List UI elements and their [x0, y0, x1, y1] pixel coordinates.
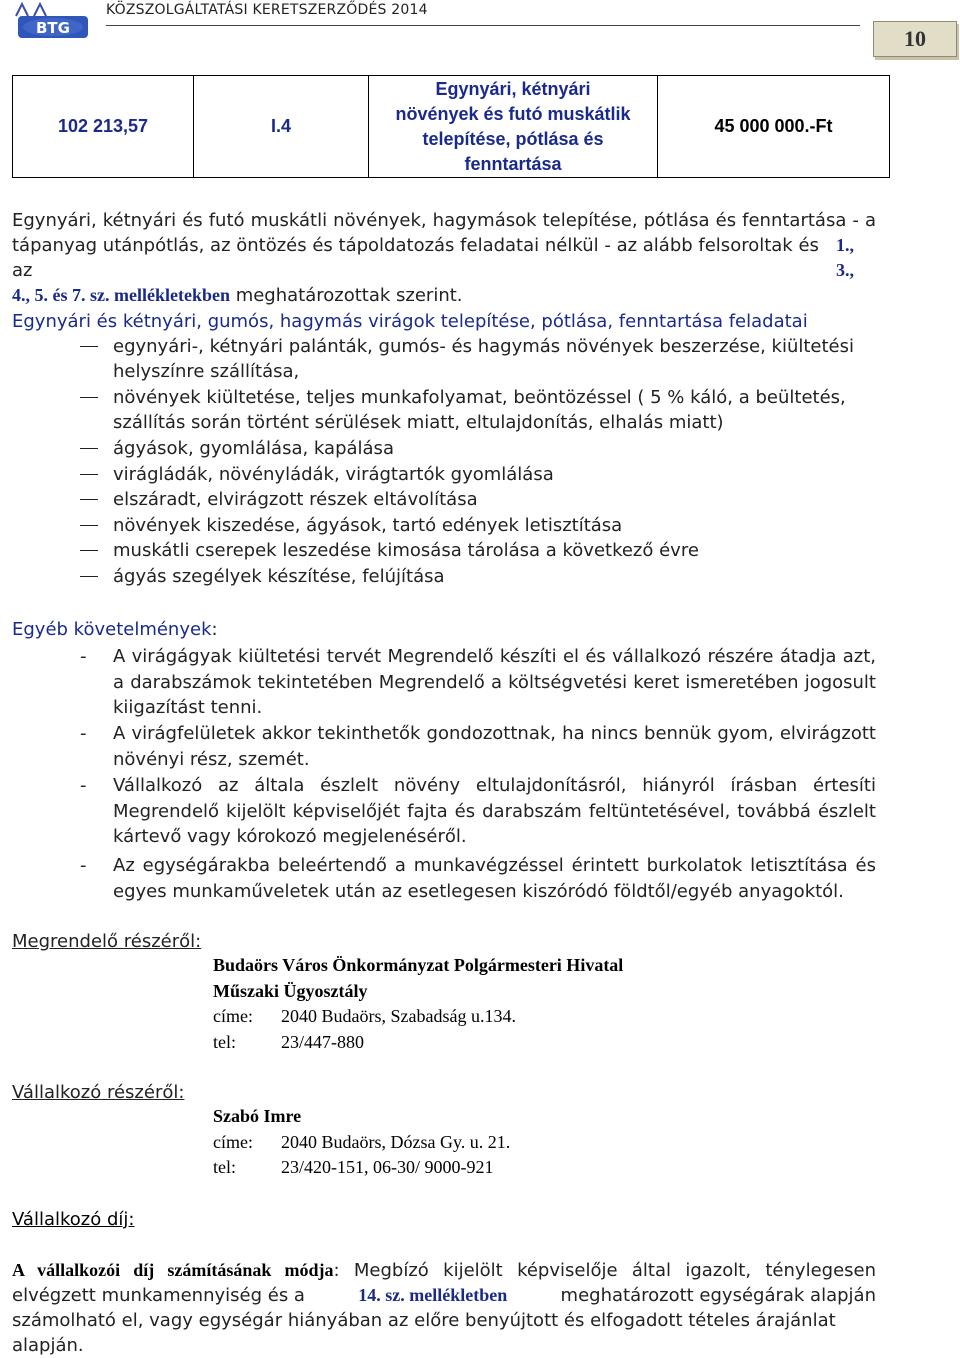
list-item [80, 644, 876, 721]
contractor-label-rest: részéről: [101, 1082, 185, 1103]
item-quantity: 102 213,57 [13, 76, 194, 178]
list-item [80, 436, 880, 461]
list-item [80, 385, 880, 435]
list-item-text: helyszínre szállítása, [113, 361, 300, 382]
list-item [80, 564, 880, 589]
client-label [12, 929, 201, 954]
list-item-text: ágyás szegélyek készítése, felújítása [113, 566, 445, 587]
list-item-text: elszáradt, elvirágzott részek eltávolítása [113, 489, 478, 510]
item-description-line: Egynyári, kétnyári [435, 78, 591, 99]
list-item [80, 773, 876, 850]
page-number: 10 [904, 26, 926, 51]
contractor-label-main: Vállalkozó [12, 1082, 102, 1103]
list-item-text: egynyári-, kétnyári palánták, gumós- és hagymás növények beszerzése, kiültetési [113, 336, 855, 357]
annex-reference: 1., 3., [835, 235, 854, 280]
list-item-text: virágládák, növényládák, virágtartók gyomlálása [113, 464, 554, 485]
page-number-badge [873, 21, 957, 57]
annex-reference: 14. sz. mellékletben [358, 1285, 508, 1305]
address-value: 2040 Budaörs, Szabadság u.134. [281, 1006, 516, 1026]
list-item-text: növények kiültetése, teljes munkafolyamat, beöntözéssel ( 5 % káló, a beültetés, [113, 387, 846, 408]
intro-line-text: tápanyag utánpótlás, az öntözés és tápoldatozás feladatai nélkül - az alább felsoroltak és az [12, 235, 819, 281]
page-header [0, 0, 960, 70]
fee-method-text: : Megbízó kijelölt képviselője által igazolt, ténylegesen [333, 1260, 877, 1281]
tasks-heading: Egynyári és kétnyári, gumós, hagymás virágok telepítése, pótlása, fenntartása feladatai [12, 311, 808, 332]
intro-paragraph [12, 208, 876, 308]
phone-value: 23/447-880 [281, 1031, 364, 1052]
client-phone [213, 1030, 623, 1056]
intro-line: Egynyári, kétnyári és futó muskátli növények, hagymások telepítése, pótlása és fenntartása - a [12, 210, 876, 231]
list-item [80, 487, 880, 512]
contractor-label [12, 1080, 184, 1105]
item-description-line: fenntartása [464, 153, 562, 174]
client-label-main: Megrendelő [12, 931, 119, 952]
list-item-text: A virágfelületek akkor tekinthetők gondozottnak, ha nincs bennük gyom, elvirágzott növényi rész, szemét. [113, 723, 876, 770]
list-item [80, 853, 876, 904]
client-label-rest: részéről: [118, 931, 202, 952]
btg-logo [12, 2, 94, 40]
address-key: címe: [213, 1131, 253, 1152]
list-item-text: A virágágyak kiültetési tervét Megrendelő készíti el és vállalkozó részére átadja azt, a darabszámok tekintetében Megrendelő a költségvetési keret ismeretében jogosult kiigazítást tenni. [113, 646, 876, 718]
phone-key: tel: [213, 1157, 236, 1177]
contractor-name: Szabó Imre [213, 1106, 302, 1126]
list-marker: - [80, 775, 87, 796]
price-item-table [12, 75, 890, 178]
list-item [80, 721, 876, 772]
list-item [80, 334, 880, 384]
list-marker: - [80, 855, 87, 876]
client-address [213, 1004, 623, 1030]
fee-text: meghatározott egységárak alapján [560, 1285, 876, 1306]
fee-text: elvégzett munkamennyiség és a [12, 1285, 305, 1306]
item-code: I.4 [194, 76, 369, 178]
list-item-text: Vállalkozó az általa észlelt növény eltulajdonításról, hiányról írásban értesíti Megrendelő kijelölt képviselőjét fajta és darabszám feltüntetésével, továbbá észlelt kártevő vagy kórokozó megjelenéséről. [113, 775, 876, 847]
item-description-line: növények és futó muskátlik [395, 103, 631, 124]
header-divider [106, 25, 860, 26]
contractor-phone [213, 1155, 510, 1181]
annex-reference: 4., 5. és 7. sz. mellékletekben [12, 285, 230, 305]
contractor-block [213, 1104, 510, 1181]
fee-method-label: A vállalkozói díj számításának módja [12, 1260, 334, 1280]
list-item-text: szállítás során történt sérülések miatt, eltulajdonítás, elhalás miatt) [113, 412, 724, 433]
client-department: Műszaki Ügyosztály [213, 980, 368, 1001]
intro-line [12, 233, 876, 283]
list-item [80, 513, 880, 538]
logo-text: BTG [36, 19, 70, 37]
phone-key: tel: [213, 1031, 236, 1052]
intro-tail: meghatározottak szerint. [235, 285, 463, 306]
requirements-heading-colon: : [211, 619, 218, 640]
requirements-heading [12, 617, 876, 642]
list-item-text: Az egységárakba beleértendő a munkavégzéssel érintett burkolatok letisztítása és egyes munkaműveletek után az esetlegesen kiszóródó földtől/egyéb anyagoktól. [113, 855, 876, 902]
list-item-text: növények kiszedése, ágyások, tartó edények letisztítása [113, 515, 623, 536]
list-marker: - [80, 723, 87, 744]
item-description-line: telepítése, pótlása és [422, 128, 604, 149]
phone-value: 23/420-151, 06-30/ 9000-921 [281, 1157, 494, 1177]
requirements-heading-text: Egyéb követelmények [12, 619, 212, 640]
fee-paragraph [12, 1258, 876, 1358]
document-title: KÖZSZOLGÁLTATÁSI KERETSZERZŐDÉS 2014 [106, 2, 428, 18]
intro-line [12, 283, 876, 308]
fee-line [12, 1258, 876, 1283]
list-item [80, 462, 880, 487]
list-item-text: muskátli cserepek leszedése kimosása tárolása a következő évre [113, 540, 699, 561]
client-block [213, 953, 623, 1055]
address-value: 2040 Budaörs, Dózsa Gy. u. 21. [281, 1131, 511, 1152]
fee-line [12, 1283, 876, 1308]
client-name: Budaörs Város Önkormányzat Polgármesteri Hivatal [213, 955, 624, 975]
list-item [80, 538, 880, 563]
list-item-text: ágyások, gyomlálása, kapálása [113, 438, 394, 459]
contractor-address [213, 1130, 510, 1156]
item-description [369, 76, 658, 178]
fee-line: számolható el, vagy egységár hiányában az előre benyújtott és elfogadott tételes árajánlat alapján. [12, 1310, 836, 1356]
fee-heading [12, 1207, 134, 1232]
item-amount: 45 000 000.-Ft [658, 76, 890, 178]
fee-heading-text: Vállalkozó díj: [12, 1209, 135, 1230]
address-key: címe: [213, 1006, 253, 1026]
list-marker: - [80, 646, 87, 667]
table-row [13, 76, 890, 178]
